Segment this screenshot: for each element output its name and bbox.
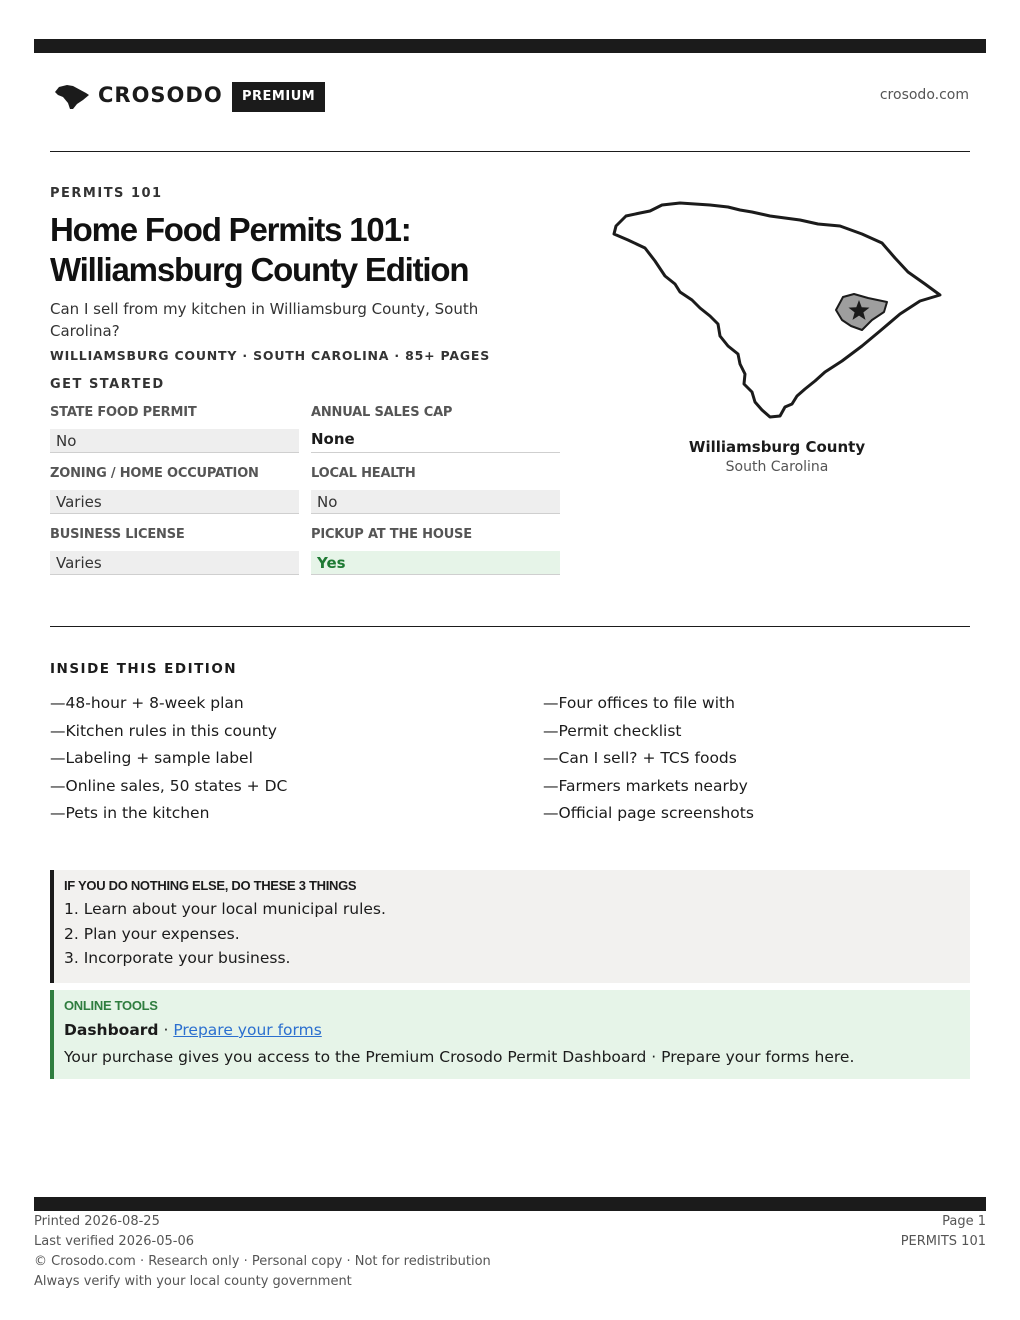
field-value: Varies [50, 551, 299, 575]
page-subtitle: Can I sell from my kitchen in Williamsburg County, South Carolina? [50, 300, 479, 340]
list-item: —Four offices to file with [543, 694, 735, 712]
header-divider [50, 151, 970, 152]
verify-note: Always verify with your local county government [34, 1274, 352, 1289]
list-item: —Farmers markets nearby [543, 776, 748, 795]
list-item: —Official page screenshots [543, 804, 754, 822]
todo-callout-title: IF YOU DO NOTHING ELSE, DO THESE 3 THINGS [64, 878, 357, 893]
verified-date: Last verified 2026-05-06 [34, 1234, 194, 1249]
page-title [50, 210, 580, 290]
top-rule-bar [34, 39, 986, 53]
field-value: None [311, 427, 560, 453]
field-pickup-at-house [311, 527, 560, 575]
field-zoning [50, 466, 299, 514]
title-line-1: Home Food Permits 101: [50, 211, 411, 248]
field-label: PICKUP AT THE HOUSE [311, 527, 472, 542]
state-logo-icon [53, 82, 89, 110]
list-item: —Online sales, 50 states + DC [50, 776, 288, 795]
field-state-food-permit [50, 405, 299, 453]
section-divider [50, 626, 970, 627]
list-item: —Can I sell? + TCS foods [543, 749, 737, 767]
list-item: —Labeling + sample label [50, 749, 253, 767]
todo-item: 2. Plan your expenses. [64, 924, 240, 943]
footer-right [901, 1212, 986, 1252]
premium-badge: PREMIUM [232, 82, 325, 112]
page-number: Page 1 [942, 1214, 986, 1229]
site-url[interactable]: crosodo.com [879, 87, 969, 103]
field-value: No [311, 490, 560, 514]
list-item: —Pets in the kitchen [50, 804, 210, 822]
title-line-2: Williamsburg County Edition [50, 251, 469, 288]
separator: · [158, 1021, 174, 1039]
map-state-label: South Carolina [725, 459, 829, 475]
online-tools-title: ONLINE TOOLS [64, 998, 158, 1013]
field-label: BUSINESS LICENSE [50, 527, 185, 542]
todo-callout [50, 870, 970, 983]
footer-left [34, 1212, 491, 1292]
field-label: LOCAL HEALTH [311, 466, 416, 481]
header [50, 78, 970, 118]
state-outline-map [600, 196, 950, 426]
field-value: Varies [50, 490, 299, 514]
list-item: —Permit checklist [543, 721, 682, 740]
dashboard-label: Dashboard [64, 1021, 159, 1039]
section-eyebrow: PERMITS 101 [50, 186, 163, 201]
footer-section: PERMITS 101 [900, 1234, 986, 1249]
field-business-license [50, 527, 299, 575]
field-local-health [311, 466, 560, 514]
list-item: —Kitchen rules in this county [50, 721, 277, 740]
edition-meta: WILLIAMSBURG COUNTY · SOUTH CAROLINA · 85+ PAGES [50, 348, 491, 363]
printed-date: Printed 2026-08-25 [34, 1214, 160, 1229]
todo-item: 3. Incorporate your business. [64, 949, 291, 967]
dashboard-line [64, 1018, 970, 1043]
todo-item: 1. Learn about your local municipal rules. [64, 900, 386, 918]
online-tools-callout [50, 990, 970, 1079]
field-label: ANNUAL SALES CAP [311, 405, 453, 420]
map-county-label: Williamsburg County [688, 438, 866, 456]
field-label: STATE FOOD PERMIT [50, 405, 197, 420]
prepare-forms-link[interactable]: Prepare your forms [173, 1021, 322, 1039]
inside-list-left [50, 690, 470, 828]
inside-edition-heading: INSIDE THIS EDITION [50, 661, 238, 677]
south-carolina-outline [614, 203, 940, 417]
get-started-heading: GET STARTED [50, 377, 165, 392]
footer-rule-bar [34, 1197, 986, 1211]
inside-list-right [543, 690, 963, 828]
logo-text[interactable]: CROSODO [98, 83, 223, 107]
tools-description: Your purchase gives you access to the Premium Crosodo Permit Dashboard · Prepare your forms here. [64, 1047, 855, 1066]
list-item: —48-hour + 8-week plan [50, 694, 244, 712]
field-value: No [50, 429, 299, 453]
copyright-notice: © Crosodo.com · Research only · Personal copy · Not for redistribution [34, 1254, 491, 1269]
field-annual-sales-cap [311, 405, 560, 453]
field-label: ZONING / HOME OCCUPATION [50, 466, 259, 481]
field-value: Yes [311, 551, 560, 575]
